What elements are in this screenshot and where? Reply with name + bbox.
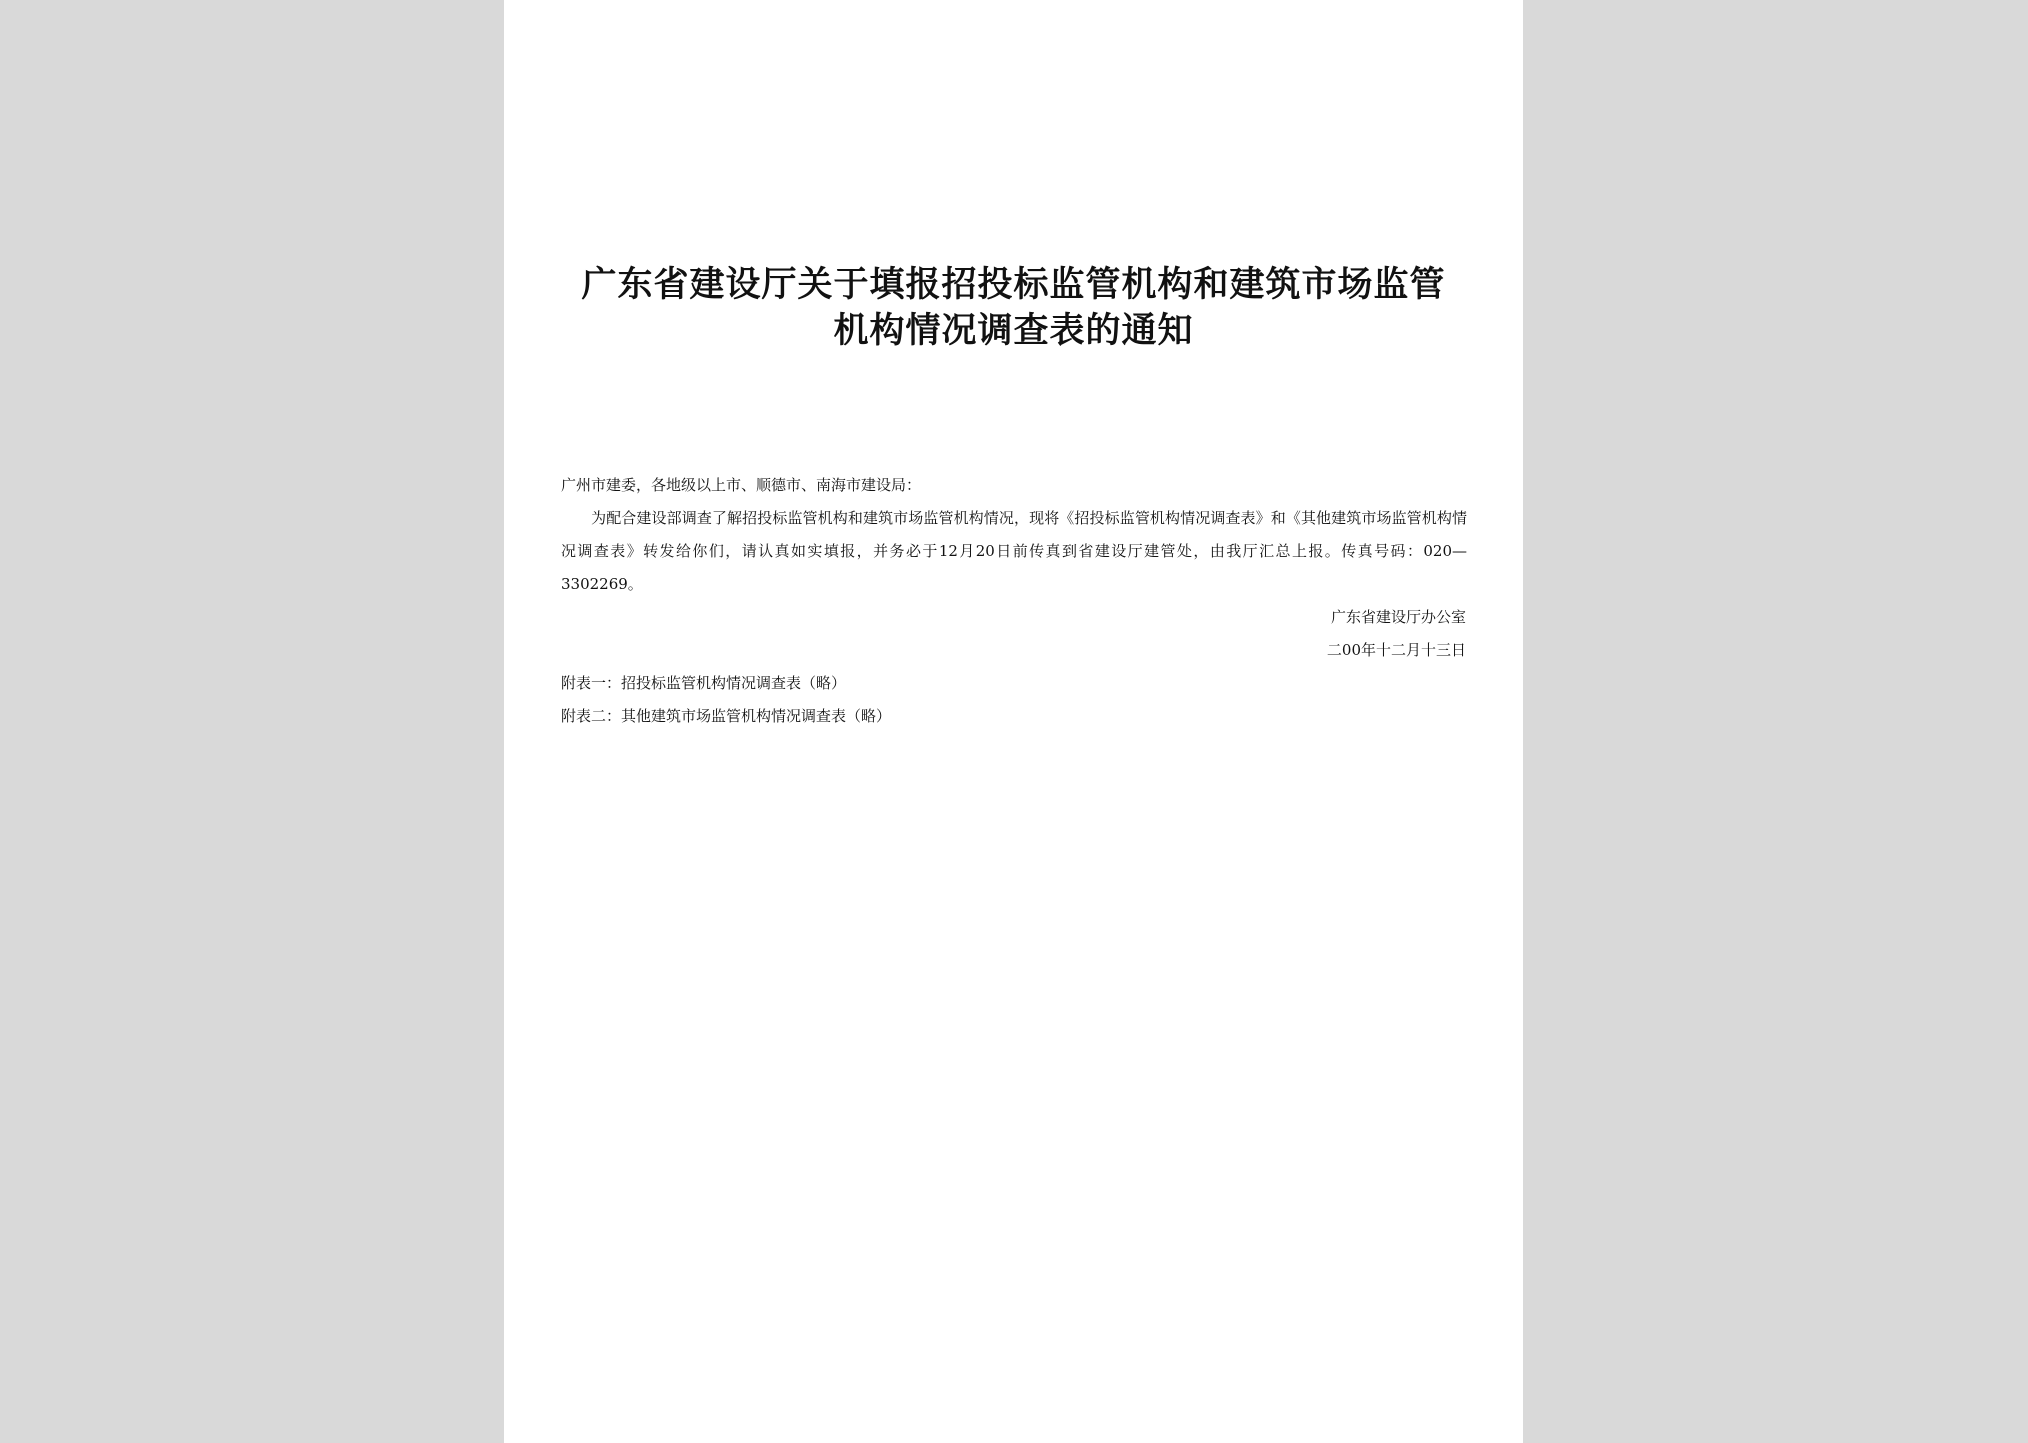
document-page — [504, 0, 1523, 1443]
title-line-2: 机构情况调查表的通知 — [833, 311, 1194, 351]
signature-date: 二00年十二月十三日 — [1326, 641, 1466, 659]
attachment-2: 附表二：其他建筑市场监管机构情况调查表（略） — [561, 707, 892, 725]
salutation: 广州市建委，各地级以上市、顺德市、南海市建设局： — [561, 476, 922, 494]
body-paragraph-text: 为配合建设部调查了解招投标监管机构和建筑市场监管机构情况，现将《招投标监管机构情况调查表》和《其他建筑市场监管机构情况调查表》转发给你们，请认真如实填报，并务必于12月20日前传真到省建设厅建管处，由我厅汇总上报。传真号码：020—3302269。 — [561, 509, 1467, 593]
body-paragraph — [561, 502, 1467, 601]
signature-organization: 广东省建设厅办公室 — [1330, 608, 1466, 626]
attachment-1: 附表一：招投标监管机构情况调查表（略） — [561, 674, 847, 692]
document-title — [504, 262, 1523, 354]
title-line-1: 广东省建设厅关于填报招投标监管机构和建筑市场监管 — [581, 265, 1446, 305]
